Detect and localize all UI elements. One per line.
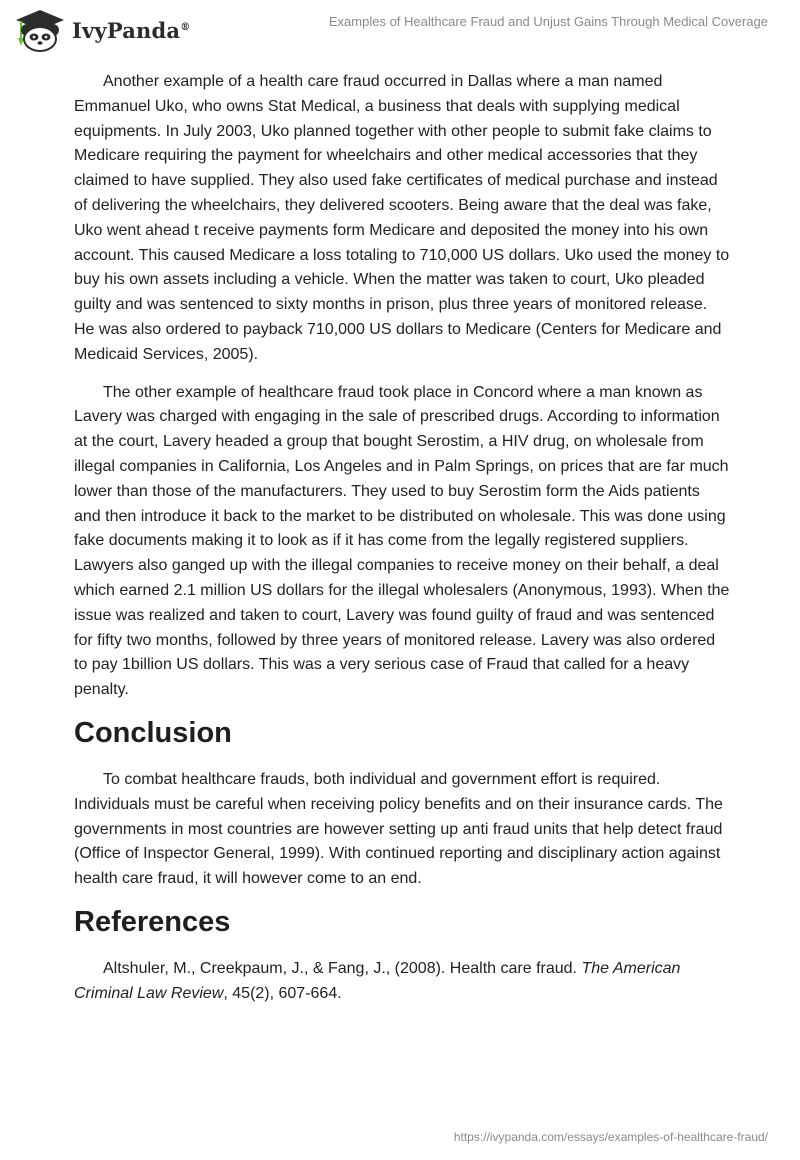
logo-text: IvyPanda® xyxy=(72,17,191,43)
body-paragraph: The other example of healthcare fraud took place in Concord where a man known as Lavery was charged with engaging in the sale of prescribed drugs. According to information at the court, Lavery headed a group that bought Serostim, a HIV drug, on wholesale from illegal companies in California, Los Angeles and in Palm Springs, on prices that are far much lower than those of the manufacturers. They used to buy Serostim form the Aids patients and then introduce it back to the market to be distributed on wholesale. This was done using fake documents making it to look as if it has come from the legally registered suppliers. Lawyers also ganged up with the illegal companies to receive money on their behalf, a deal which earned 2.1 million US dollars for the illegal wholesalers (Anonymous, 1993). When the issue was realized and taken to court, Lavery was found guilty of fraud and was sentenced for fifty two months, followed by three years of monitored release. Lavery was also ordered to pay 1billion US dollars. This was a very serious case of Fraud that called for a heavy penalty. xyxy=(74,383,730,699)
reference-details: , 45(2), 607-664. xyxy=(223,984,342,1002)
ivypanda-logo[interactable] xyxy=(14,8,190,52)
reference-journal: The American Criminal Law Review xyxy=(74,959,681,1002)
reference-item xyxy=(74,957,730,1007)
source-url[interactable]: https://ivypanda.com/essays/examples-of-healthcare-fraud/ xyxy=(453,1130,768,1144)
reference-text: Altshuler, M., Creekpaum, J., & Fang, J., (2008). Health care fraud. xyxy=(103,959,582,977)
essay-content xyxy=(74,70,730,1007)
references-heading: References xyxy=(74,905,231,938)
page-header xyxy=(0,0,800,60)
body-paragraph: Another example of a health care fraud occurred in Dallas where a man named Emmanuel Uko, who owns Stat Medical, a business that deals with supplying medical equipments. In July 2003, Uko planned together with other people to submit fake claims to Medicare requiring the payment for wheelchairs and other medical accessories that they claimed to have supplied. They also used fake certificates of medical purchase and instead of delivering the wheelchairs, they delivered scooters. Being aware that the deal was fake, Uko went ahead t receive payments form Medicare and deposited the money into his own account. This caused Medicare a loss totaling to 710,000 US dollars. Uko used the money to buy his own assets including a vehicle. When the matter was taken to court, Uko pleaded guilty and was sentenced to sixty months in prison, plus three years of monitored release. He was also ordered to payback 710,000 US dollars to Medicare (Centers for Medicare and Medicaid Services, 2005). xyxy=(74,73,730,363)
registered-mark: ® xyxy=(180,21,191,33)
conclusion-paragraph: To combat healthcare frauds, both individual and government effort is required. Individuals must be careful when receiving policy benefits and on their insurance cards. The governments in most countries are however setting up anti fraud units that help detect fraud (Office of Inspector General, 1999). With continued reporting and disciplinary action against health care fraud, it will however come to an end. xyxy=(74,770,723,888)
document-title: Examples of Healthcare Fraud and Unjust Gains Through Medical Coverage xyxy=(328,14,768,29)
panda-graduate-icon xyxy=(14,8,66,52)
conclusion-heading: Conclusion xyxy=(74,716,232,749)
